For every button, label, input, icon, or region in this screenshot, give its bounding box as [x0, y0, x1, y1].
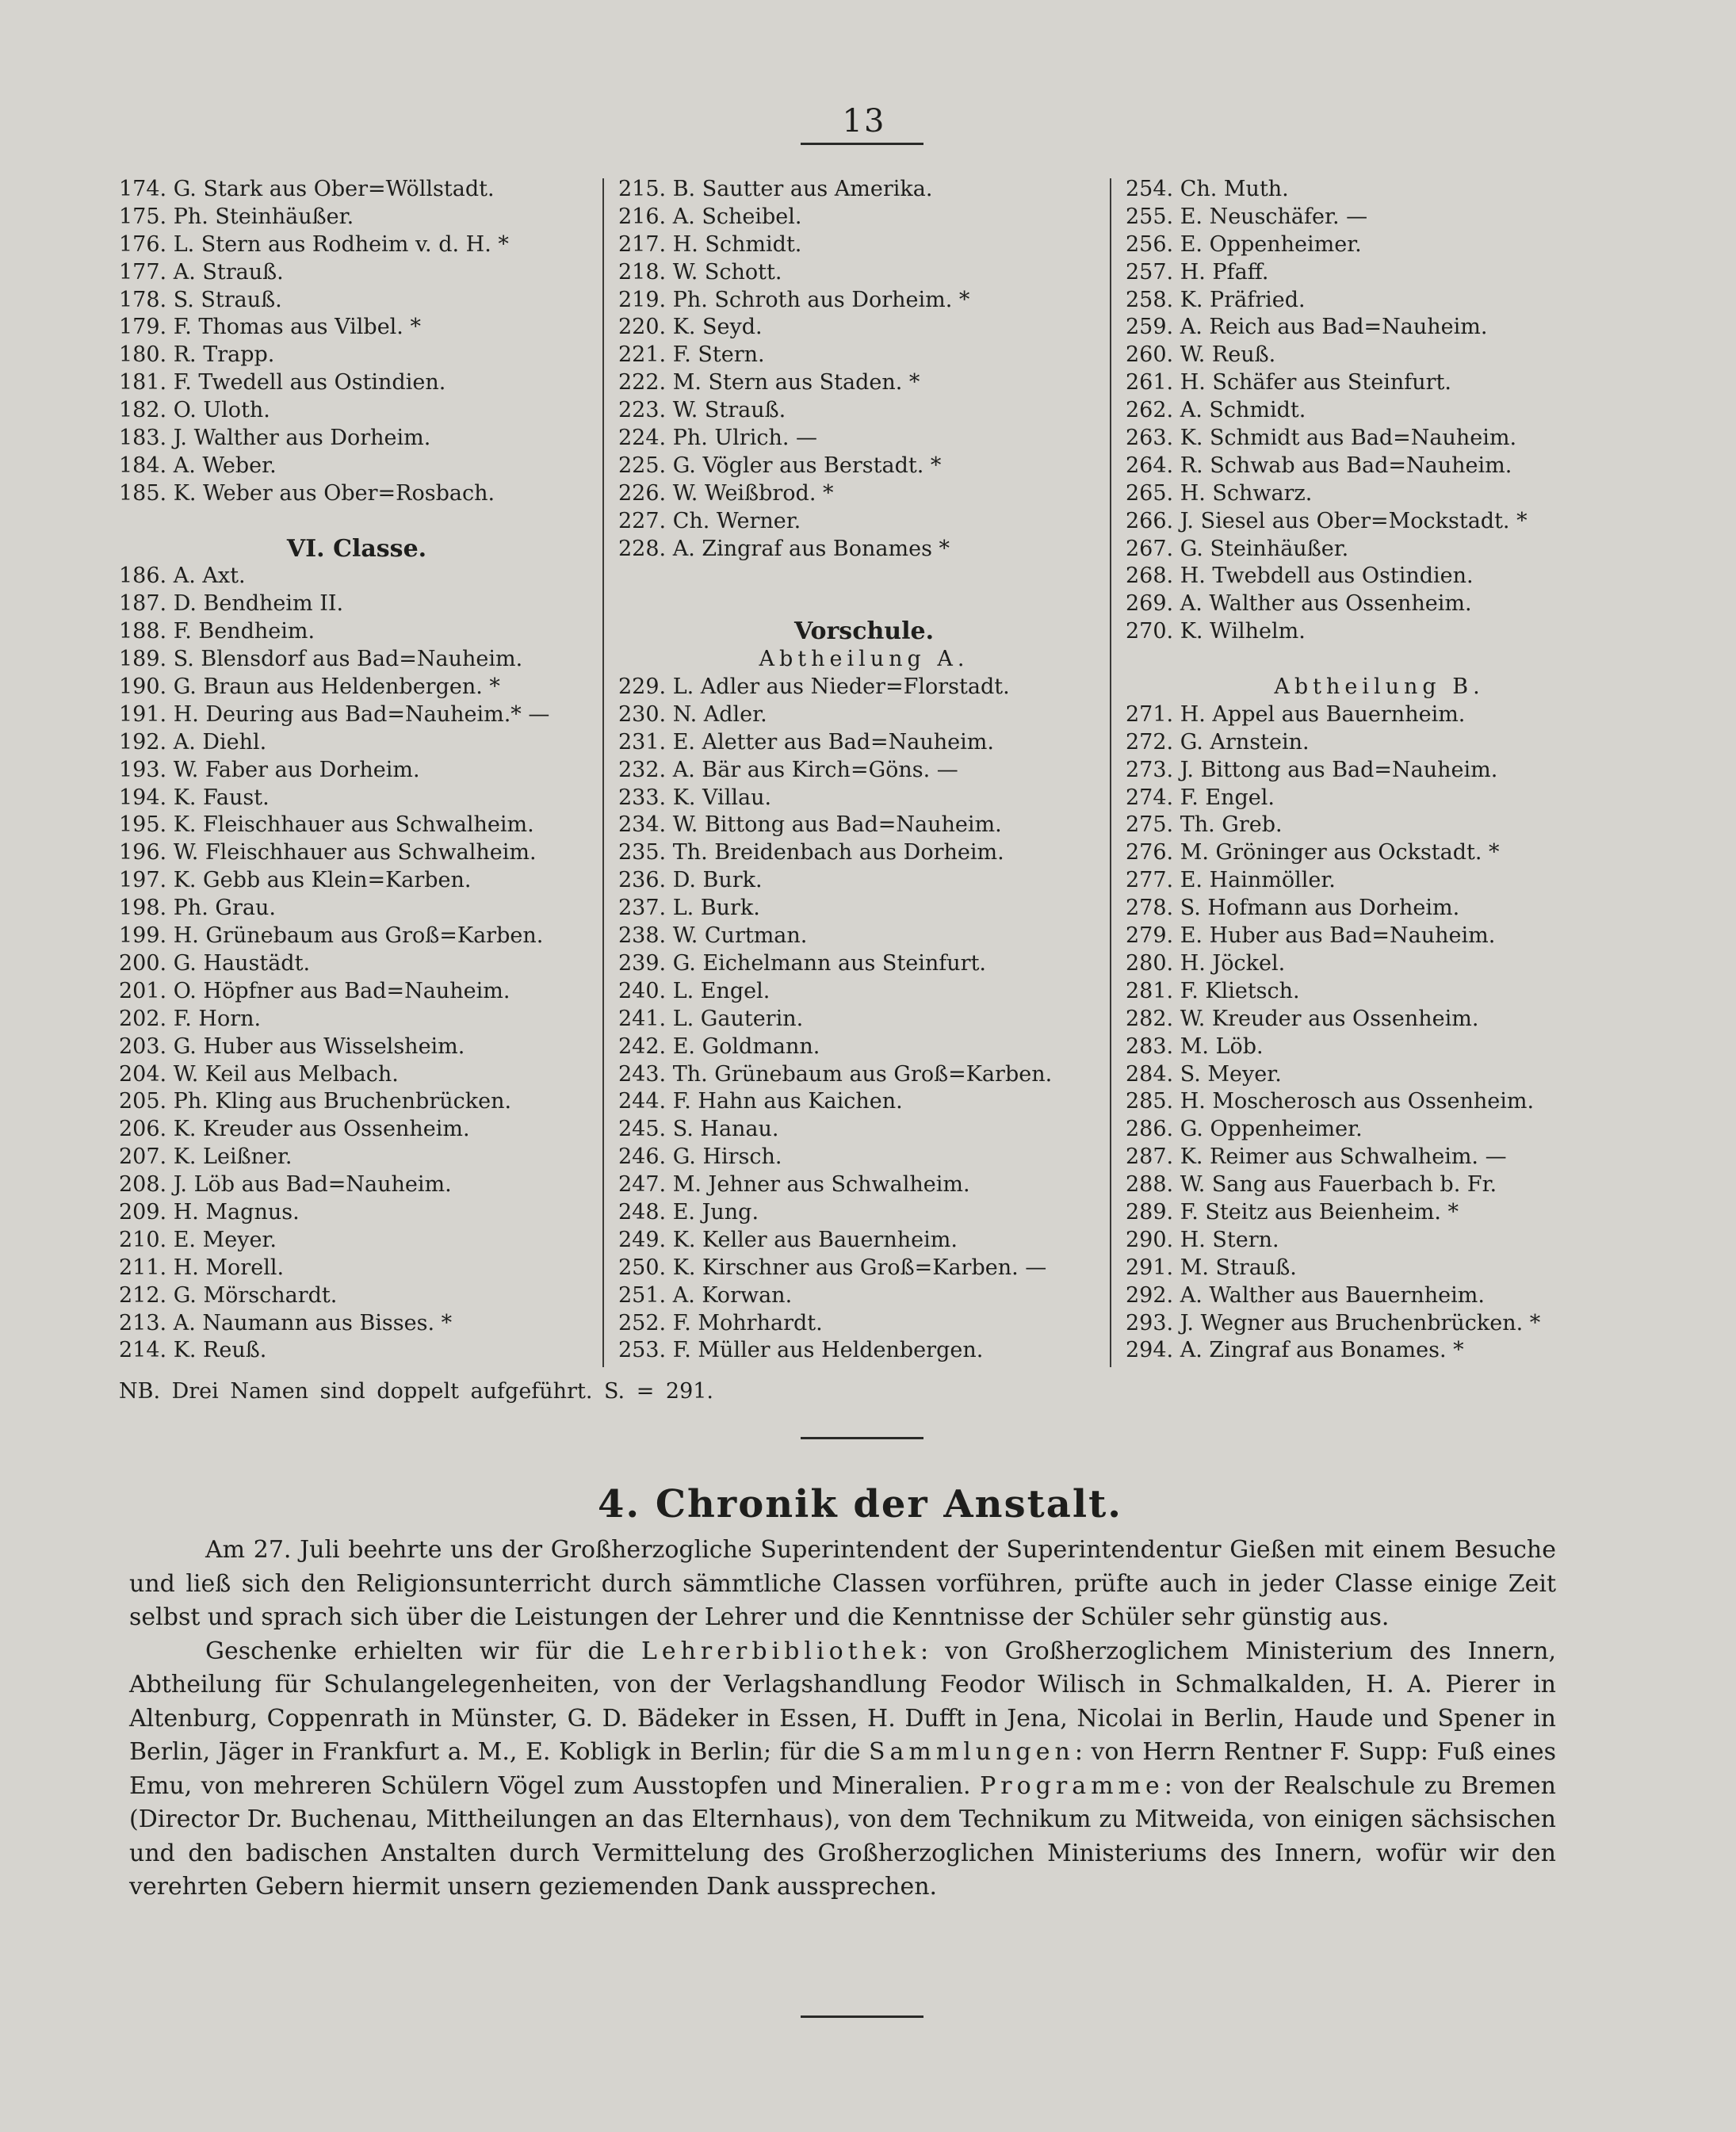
- chronicle-title: 4. Chronik der Anstalt.: [598, 1482, 1122, 1526]
- spaced-term: Sammlungen: [868, 1738, 1075, 1766]
- student-entry: 211. H. Morell.: [119, 1255, 285, 1280]
- student-entry: 291. M. Strauß.: [1126, 1255, 1297, 1280]
- student-entry: 214. K. Reuß.: [119, 1338, 267, 1363]
- blank-line: [618, 563, 1110, 590]
- student-entry: 220. K. Seyd.: [618, 315, 763, 340]
- student-entry: 242. E. Goldmann.: [618, 1034, 820, 1059]
- student-entry: 282. W. Kreuder aus Ossenheim.: [1126, 1006, 1479, 1031]
- text-run: : von Großherzoglichem Ministerium des Innern, Abtheilung für Schulangelegenheiten, von der Verlagshandlung Feodor Wilisch in Schmalkalden, H. A. Pierer in Altenburg, Coppenrath in Münster, G. D. Bädeker in Essen, H. Dufft in Jena, Nicolai in Berlin, Haude und Spener in Berlin, Jäger in Frankfurt a. M., E. Kobligk in Berlin; für die: [129, 1637, 1556, 1766]
- student-entry: 237. L. Burk.: [618, 896, 760, 921]
- student-entry: 180. R. Trapp.: [119, 342, 275, 368]
- student-entry: 188. F. Bendheim.: [119, 619, 315, 644]
- student-entry: 223. W. Strauß.: [618, 398, 786, 423]
- student-entry: 233. K. Villau.: [618, 785, 772, 810]
- student-entry: 252. F. Mohrhardt.: [618, 1310, 823, 1335]
- student-list-column-3: [1126, 176, 1633, 1365]
- student-entry: 274. F. Engel.: [1126, 785, 1275, 810]
- text-run: Geschenke erhielten wir für die: [205, 1637, 641, 1665]
- spaced-term: Programme: [980, 1771, 1164, 1800]
- student-entry: 249. K. Keller aus Bauernheim.: [618, 1227, 958, 1252]
- student-entry: 216. A. Scheibel.: [618, 204, 802, 229]
- student-entry: 196. W. Fleischhauer aus Schwalheim.: [119, 840, 537, 865]
- student-entry: 251. A. Korwan.: [618, 1282, 793, 1308]
- student-entry: 195. K. Fleischhauer aus Schwalheim.: [119, 812, 534, 838]
- student-entry: 182. O. Uloth.: [119, 398, 270, 423]
- student-entry: 285. H. Moscherosch aus Ossenheim.: [1126, 1089, 1535, 1114]
- student-entry: 278. S. Hofmann aus Dorheim.: [1126, 896, 1460, 921]
- student-entry: 190. G. Braun aus Heldenbergen. *: [119, 674, 500, 700]
- student-entry: 204. W. Keil aus Melbach.: [119, 1061, 399, 1087]
- section-heading: Vorschule.: [793, 618, 935, 646]
- student-entry: 279. E. Huber aus Bad=Nauheim.: [1126, 923, 1496, 949]
- student-entry: 272. G. Arnstein.: [1126, 729, 1310, 755]
- student-entry: 208. J. Löb aus Bad=Nauheim.: [119, 1172, 452, 1198]
- page-number: 13: [842, 103, 886, 139]
- student-entry: 191. H. Deuring aus Bad=Nauheim.* —: [119, 701, 550, 727]
- student-entry: 264. R. Schwab aus Bad=Nauheim.: [1126, 453, 1512, 478]
- student-entry: 202. F. Horn.: [119, 1006, 262, 1031]
- student-entry: 239. G. Eichelmann aus Steinfurt.: [618, 950, 986, 976]
- student-entry: 221. F. Stern.: [618, 342, 765, 368]
- student-entry: 199. H. Grünebaum aus Groß=Karben.: [119, 923, 544, 949]
- student-entry: 183. J. Walther aus Dorheim.: [119, 426, 431, 451]
- student-entry: 227. Ch. Werner.: [618, 508, 801, 533]
- student-entry: 244. F. Hahn aus Kaichen.: [618, 1089, 903, 1114]
- student-entry: 235. Th. Breidenbach aus Dorheim.: [618, 840, 1004, 865]
- student-entry: 231. E. Aletter aus Bad=Nauheim.: [618, 729, 994, 755]
- student-entry: 277. E. Hainmöller.: [1126, 868, 1336, 893]
- student-entry: 236. D. Burk.: [618, 868, 763, 893]
- student-entry: 232. A. Bär aus Kirch=Göns. —: [618, 757, 958, 782]
- student-entry: 245. S. Hanau.: [618, 1117, 779, 1142]
- student-list-column-1: [119, 176, 595, 1365]
- student-entry: 254. Ch. Muth.: [1126, 177, 1289, 201]
- student-entry: 293. J. Wegner aus Bruchenbrücken. *: [1126, 1310, 1541, 1335]
- student-entry: 246. G. Hirsch.: [618, 1144, 782, 1170]
- student-entry: 186. A. Axt.: [119, 564, 246, 589]
- student-entry: 273. J. Bittong aus Bad=Nauheim.: [1126, 757, 1498, 782]
- spaced-term: Lehrerbibliothek: [640, 1637, 920, 1665]
- student-entry: 262. A. Schmidt.: [1126, 398, 1306, 423]
- student-entry: 225. G. Vögler aus Berstadt. *: [618, 453, 942, 478]
- student-entry: 241. L. Gauterin.: [618, 1006, 804, 1031]
- student-entry: 234. W. Bittong aus Bad=Nauheim.: [618, 812, 1002, 838]
- student-entry: 281. F. Klietsch.: [1126, 978, 1300, 1003]
- student-entry: 209. H. Magnus.: [119, 1199, 300, 1225]
- student-entry: 230. N. Adler.: [618, 701, 767, 727]
- student-entry: 174. G. Stark aus Ober=Wöllstadt.: [119, 177, 495, 201]
- student-entry: 177. A. Strauß.: [119, 259, 284, 285]
- student-entry: 266. J. Siesel aus Ober=Mockstadt. *: [1126, 508, 1528, 533]
- student-entry: 201. O. Höpfner aus Bad=Nauheim.: [119, 978, 510, 1003]
- blank-line: [1126, 646, 1633, 674]
- blank-line: [119, 508, 595, 536]
- student-entry: 268. H. Twebdell aus Ostindien.: [1126, 564, 1474, 589]
- student-entry: 292. A. Walther aus Bauernheim.: [1126, 1282, 1485, 1308]
- student-entry: 276. M. Gröninger aus Ockstadt. *: [1126, 840, 1500, 865]
- student-entry: 205. Ph. Kling aus Bruchenbrücken.: [119, 1089, 512, 1114]
- student-entry: 179. F. Thomas aus Vilbel. *: [119, 315, 421, 340]
- student-entry: 206. K. Kreuder aus Ossenheim.: [119, 1117, 470, 1142]
- section-heading: VI. Classe.: [286, 535, 427, 563]
- section-subheading: Abtheilung B.: [1274, 674, 1485, 700]
- student-entry: 283. M. Löb.: [1126, 1034, 1264, 1059]
- student-entry: 217. H. Schmidt.: [618, 231, 802, 257]
- student-entry: 185. K. Weber aus Ober=Rosbach.: [119, 480, 495, 506]
- student-entry: 189. S. Blensdorf aus Bad=Nauheim.: [119, 647, 523, 672]
- student-entry: 200. G. Haustädt.: [119, 950, 311, 976]
- student-entry: 212. G. Mörschardt.: [119, 1282, 338, 1308]
- student-entry: 224. Ph. Ulrich. —: [618, 426, 818, 451]
- student-entry: 286. G. Oppenheimer.: [1126, 1117, 1363, 1142]
- student-entry: 203. G. Huber aus Wisselsheim.: [119, 1034, 465, 1059]
- student-entry: 289. F. Steitz aus Beienheim. *: [1126, 1199, 1459, 1225]
- student-entry: 192. A. Diehl.: [119, 729, 267, 755]
- chronicle-text: [129, 1534, 1556, 1905]
- student-entry: 247. M. Jehner aus Schwalheim.: [618, 1172, 970, 1198]
- student-entry: 243. Th. Grünebaum aus Groß=Karben.: [618, 1061, 1053, 1087]
- student-entry: 184. A. Weber.: [119, 453, 277, 478]
- chronicle-paragraph-1: Am 27. Juli beehrte uns der Großherzogliche Superintendent der Superintendentur Gießen mit einem Besuche und ließ sich den Religionsunterricht durch sämmtliche Classen vorführen, prüfte auch in jeder Classe einige Zeit selbst und sprach sich über die Leistungen der Lehrer und die Kenntnisse der Schüler sehr günstig aus.: [129, 1536, 1556, 1631]
- student-entry: 218. W. Schott.: [618, 259, 782, 285]
- student-entry: 175. Ph. Steinhäußer.: [119, 204, 354, 229]
- student-entry: 290. H. Stern.: [1126, 1227, 1279, 1252]
- section-subheading: Abtheilung A.: [759, 647, 969, 672]
- column-divider: [1110, 178, 1111, 1367]
- student-entry: 260. W. Reuß.: [1126, 342, 1276, 368]
- student-entry: 256. E. Oppenheimer.: [1126, 231, 1362, 257]
- student-entry: 181. F. Twedell aus Ostindien.: [119, 370, 446, 395]
- student-entry: 193. W. Faber aus Dorheim.: [119, 757, 420, 782]
- student-entry: 284. S. Meyer.: [1126, 1061, 1282, 1087]
- student-entry: 176. L. Stern aus Rodheim v. d. H. *: [119, 231, 509, 257]
- section-rule: [801, 1437, 923, 1439]
- student-entry: 280. H. Jöckel.: [1126, 950, 1286, 976]
- student-entry: 187. D. Bendheim II.: [119, 591, 344, 617]
- student-entry: 294. A. Zingraf aus Bonames. *: [1126, 1338, 1464, 1363]
- footer-rule: [801, 2015, 923, 2018]
- student-entry: 258. K. Präfried.: [1126, 287, 1306, 312]
- student-entry: 238. W. Curtman.: [618, 923, 808, 949]
- student-entry: 267. G. Steinhäußer.: [1126, 536, 1349, 561]
- text-run: : von der Realschule zu Bremen (Director Dr. Buchenau, Mittheilungen an das Elternhaus), von dem Technikum zu Mitweida, von einigen sächsischen und den badischen Anstalten durch Vermittelung des Großherzoglichen Ministeriums des Innern, wofür wir den verehrten Gebern hiermit unsern geziemenden Dank aussprechen.: [129, 1771, 1557, 1901]
- text-run: : von Herrn Rentner F. Supp: Fuß eines Emu, von mehreren Schülern Vögel zum Ausstopfen und Mineralien.: [129, 1738, 1556, 1800]
- student-entry: 287. K. Reimer aus Schwalheim. —: [1126, 1144, 1507, 1170]
- student-entry: 222. M. Stern aus Staden. *: [618, 370, 920, 395]
- student-entry: 261. H. Schäfer aus Steinfurt.: [1126, 370, 1451, 395]
- student-entry: 265. H. Schwarz.: [1126, 480, 1313, 506]
- student-entry: 219. Ph. Schroth aus Dorheim. *: [618, 287, 970, 312]
- student-entry: 257. H. Pfaff.: [1126, 259, 1269, 285]
- student-entry: 263. K. Schmidt aus Bad=Nauheim.: [1126, 426, 1517, 451]
- student-entry: 270. K. Wilhelm.: [1126, 619, 1306, 644]
- student-entry: 250. K. Kirschner aus Groß=Karben. —: [618, 1255, 1047, 1280]
- student-entry: 194. K. Faust.: [119, 785, 270, 810]
- student-entry: 229. L. Adler aus Nieder=Florstadt.: [618, 674, 1010, 700]
- student-entry: 275. Th. Greb.: [1126, 812, 1283, 838]
- student-entry: 269. A. Walther aus Ossenheim.: [1126, 591, 1472, 617]
- student-entry: 288. W. Sang aus Fauerbach b. Fr.: [1126, 1172, 1497, 1198]
- blank-line: [618, 590, 1110, 618]
- page-number-rule: [801, 143, 923, 145]
- student-entry: 255. E. Neuschäfer. —: [1126, 204, 1368, 229]
- nota-bene-line: NB. Drei Namen sind doppelt aufgeführt. S. = 291.: [119, 1379, 714, 1404]
- student-entry: 271. H. Appel aus Bauernheim.: [1126, 701, 1466, 727]
- student-entry: 178. S. Strauß.: [119, 287, 282, 312]
- student-entry: 248. E. Jung.: [618, 1199, 759, 1225]
- student-entry: 198. Ph. Grau.: [119, 896, 276, 921]
- chronicle-paragraph-2: [129, 1635, 1556, 1905]
- student-entry: 210. E. Meyer.: [119, 1227, 277, 1252]
- student-entry: 240. L. Engel.: [618, 978, 770, 1003]
- student-entry: 207. K. Leißner.: [119, 1144, 293, 1170]
- student-entry: 259. A. Reich aus Bad=Nauheim.: [1126, 315, 1488, 340]
- student-list-column-2: [618, 176, 1110, 1365]
- student-entry: 213. A. Naumann aus Bisses. *: [119, 1310, 453, 1335]
- student-entry: 197. K. Gebb aus Klein=Karben.: [119, 868, 472, 893]
- column-divider: [602, 178, 604, 1367]
- student-entry: 228. A. Zingraf aus Bonames *: [618, 536, 950, 561]
- student-entry: 226. W. Weißbrod. *: [618, 480, 834, 506]
- student-entry: 215. B. Sautter aus Amerika.: [618, 177, 933, 201]
- student-entry: 253. F. Müller aus Heldenbergen.: [618, 1338, 984, 1363]
